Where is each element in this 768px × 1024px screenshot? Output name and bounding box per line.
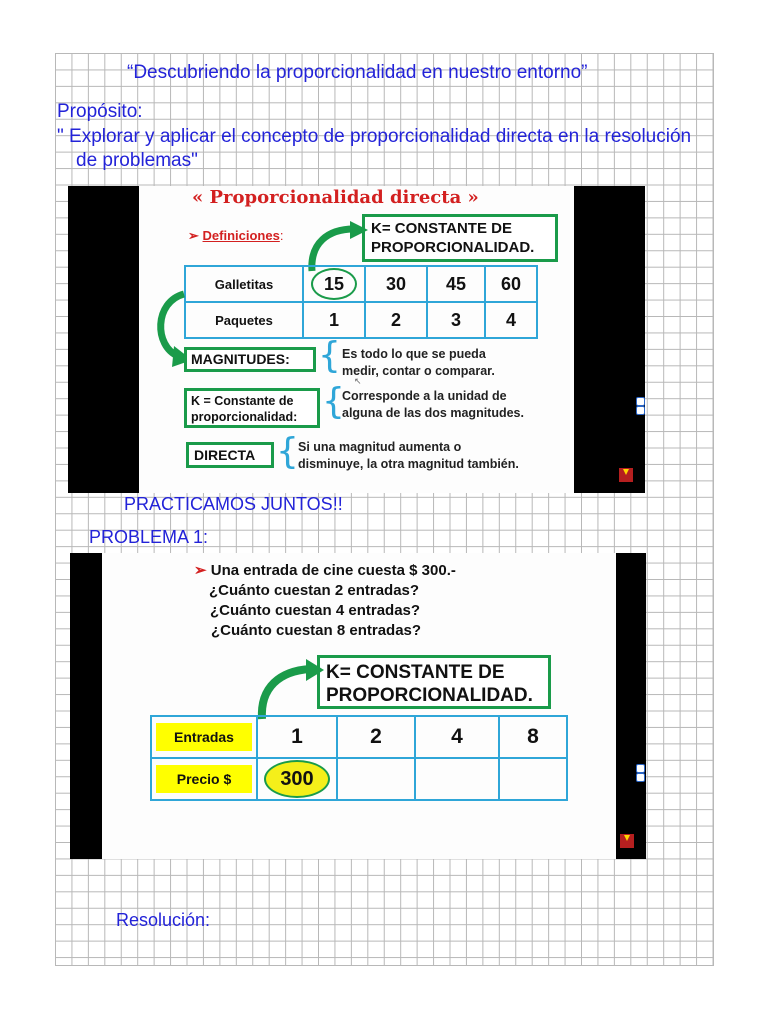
row-label-entradas	[151, 716, 257, 758]
question-line-4: ¿Cuánto cuestan 8 entradas?	[211, 622, 422, 639]
side-control-icon[interactable]	[636, 764, 645, 773]
cell-precio-3[interactable]	[415, 758, 499, 800]
slide-right-bar	[616, 553, 646, 859]
magnitudes-text-line-1: Es todo lo que se pueda	[342, 347, 486, 361]
brace-icon: {	[318, 335, 341, 376]
practice-heading: PRACTICAMOS JUNTOS!!	[124, 494, 343, 514]
directa-text	[298, 439, 519, 473]
k-definition-line-1: K = Constante de	[191, 394, 294, 408]
k-definition-box	[184, 388, 320, 428]
doc-title: “Descubriendo la proporcionalidad en nuestro entorno”	[127, 62, 588, 83]
cell-paquetes-2: 2	[365, 302, 427, 338]
question-block	[194, 561, 456, 641]
slide-left-bar	[70, 553, 102, 859]
side-control-icon[interactable]	[636, 773, 645, 782]
k-definition-text-line-2: alguna de las dos magnitudes.	[342, 406, 524, 420]
directa-text-line-2: disminuye, la otra magnitud también.	[298, 457, 519, 471]
cell-paquetes-3: 3	[427, 302, 485, 338]
highlight-circle-15: 15	[311, 268, 357, 300]
question-line-2: ¿Cuánto cuestan 2 entradas?	[209, 582, 420, 599]
cell-paquetes-4: 4	[485, 302, 537, 338]
magnitudes-text-line-2: medir, contar o comparar.	[342, 364, 495, 378]
brace-icon: {	[276, 431, 299, 472]
resolution-heading: Resolución:	[116, 910, 211, 930]
arrow-bullet-icon: ➢	[194, 562, 211, 579]
purpose-label: Propósito:	[57, 101, 143, 122]
question-line-1	[194, 561, 456, 581]
k-definition-text	[342, 388, 524, 422]
cell-paquetes-1: 1	[303, 302, 365, 338]
cell-entradas-4: 8	[499, 716, 567, 758]
entradas-table	[150, 715, 568, 801]
k-constant-line-1: K= CONSTANTE DE	[371, 220, 512, 237]
slide-problema-1	[70, 553, 646, 859]
slide-left-bar	[68, 186, 139, 493]
k-definition-line-2: proporcionalidad:	[191, 410, 298, 424]
definitions-label: Definiciones	[202, 228, 280, 243]
logo-icon	[619, 468, 633, 482]
row-label-paquetes: Paquetes	[185, 302, 303, 338]
cell-precio-1	[257, 758, 337, 800]
cell-entradas-2: 2	[337, 716, 415, 758]
question-line-3: ¿Cuánto cuestan 4 entradas?	[210, 602, 421, 619]
k-constant-box	[317, 655, 551, 709]
slide-title: « Proporcionalidad directa »	[192, 187, 479, 208]
magnitudes-box: MAGNITUDES:	[184, 347, 316, 372]
logo-icon	[620, 834, 634, 848]
precio-label: Precio $	[156, 765, 252, 793]
row-label-precio	[151, 758, 257, 800]
side-control-icon[interactable]	[636, 397, 645, 406]
k-constant-line-2: PROPORCIONALIDAD.	[371, 239, 535, 256]
cell-galletitas-2: 30	[365, 266, 427, 302]
row-label-galletitas: Galletitas	[185, 266, 303, 302]
cell-precio-2[interactable]	[337, 758, 415, 800]
side-control-icon[interactable]	[636, 406, 645, 415]
entradas-label: Entradas	[156, 723, 252, 751]
directa-box: DIRECTA	[186, 442, 274, 468]
purpose-line-2: de problemas"	[76, 150, 198, 171]
cell-precio-4[interactable]	[499, 758, 567, 800]
k-constant-box	[362, 214, 558, 262]
k-constant-line-2: PROPORCIONALIDAD.	[326, 685, 533, 706]
definitions-colon: :	[279, 228, 284, 243]
curved-green-arrow-icon	[254, 659, 324, 723]
question-line-1-text: Una entrada de cine cuesta $ 300.-	[210, 562, 456, 579]
highlight-circle-300: 300	[264, 760, 330, 798]
brace-icon: {	[322, 381, 345, 422]
cell-galletitas-3: 45	[427, 266, 485, 302]
magnitudes-text	[342, 346, 495, 380]
galletitas-table	[184, 265, 538, 339]
arrow-bullet-icon: ➢	[188, 228, 199, 243]
definitions-heading	[188, 228, 283, 244]
cell-galletitas-4: 60	[485, 266, 537, 302]
cell-entradas-3: 4	[415, 716, 499, 758]
slide-proporcionalidad-directa	[68, 186, 645, 493]
slide-right-bar	[574, 186, 645, 493]
cursor-icon: ↖	[354, 376, 362, 386]
cell-entradas-1: 1	[257, 716, 337, 758]
k-constant-line-1: K= CONSTANTE DE	[326, 662, 505, 683]
directa-text-line-1: Si una magnitud aumenta o	[298, 440, 462, 454]
problem-heading: PROBLEMA 1:	[89, 527, 209, 547]
k-definition-text-line-1: Corresponde a la unidad de	[342, 389, 507, 403]
cell-galletitas-1	[303, 266, 365, 302]
purpose-line-1: " Explorar y aplicar el concepto de proporcionalidad directa en la resolución	[57, 126, 692, 147]
